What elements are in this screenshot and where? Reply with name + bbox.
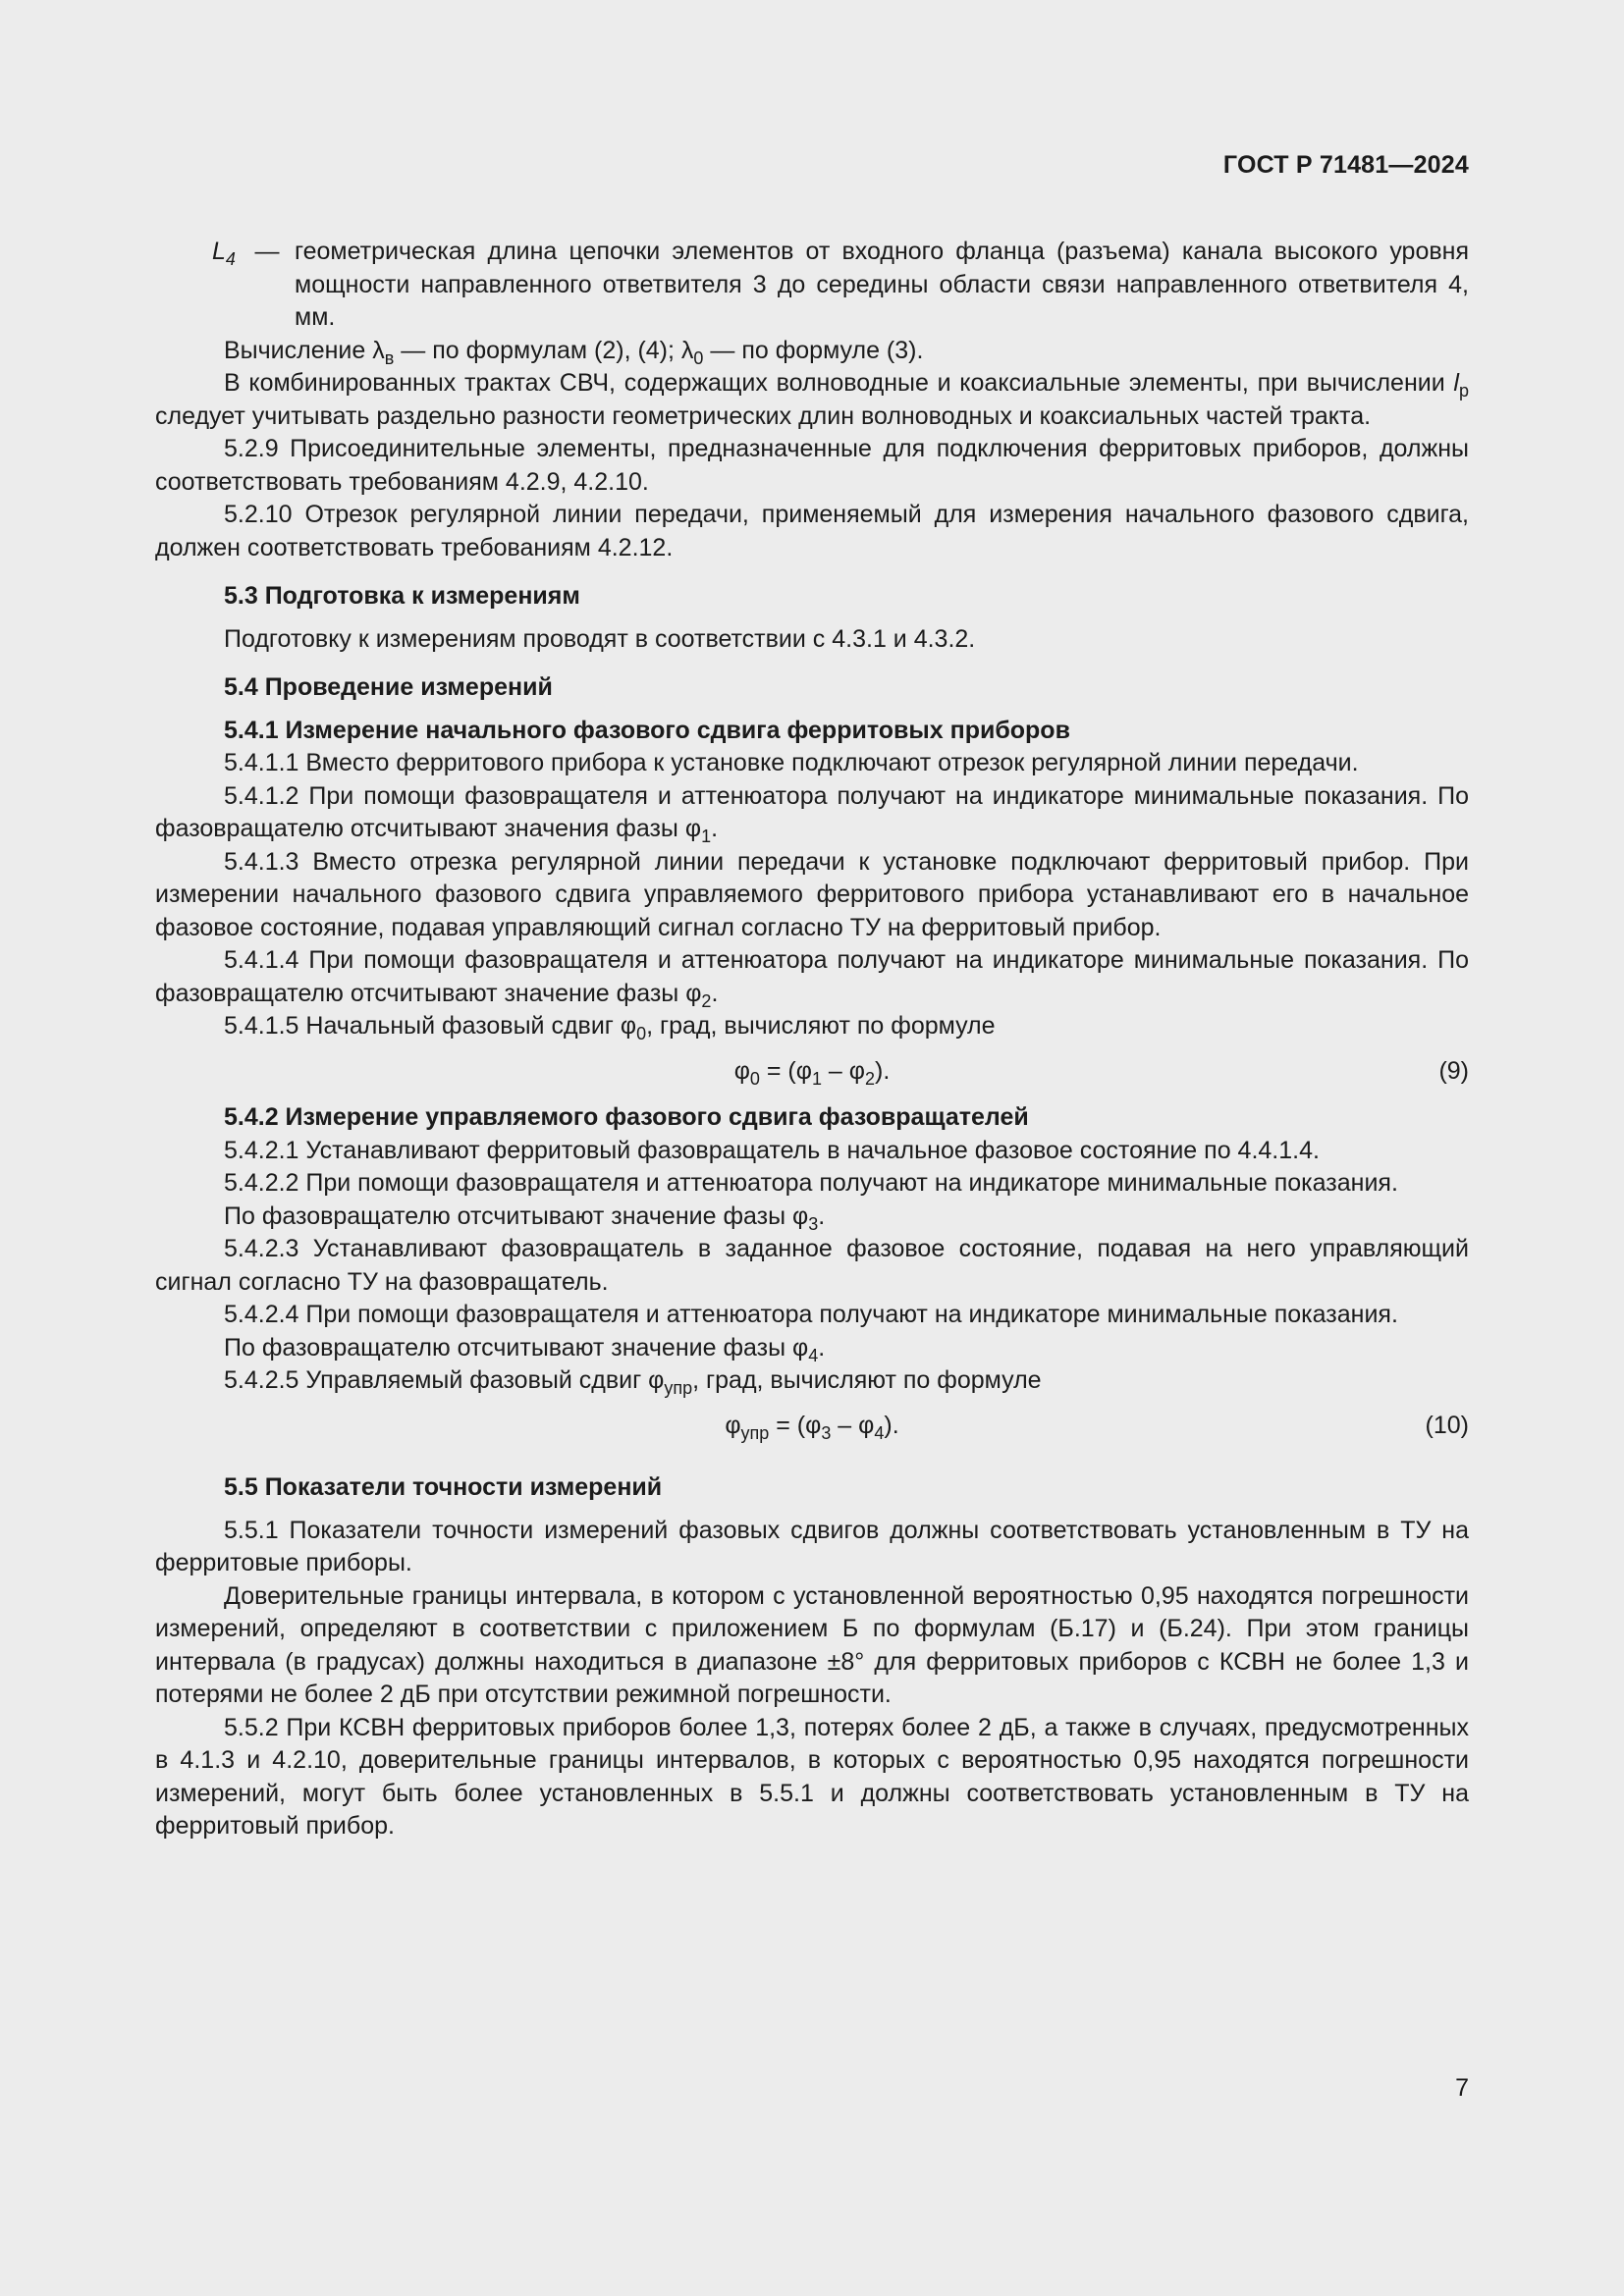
formula-10 xyxy=(155,1410,1469,1443)
clause-5-4-2-3: 5.4.2.3 Устанавливают фазовращатель в заданное фазовое состояние, подавая на него управляющий сигнал согласно ТУ на фазовращатель. xyxy=(155,1235,1469,1296)
document-standard-id: ГОСТ Р 71481—2024 xyxy=(1222,151,1469,179)
heading-5-5: 5.5 Показатели точности измерений xyxy=(224,1473,663,1501)
clause-5-4-2-4: 5.4.2.4 При помощи фазовращателя и аттенюатора получают на индикаторе минимальные показания. xyxy=(224,1301,1398,1328)
paragraph-confidence-bounds: Доверительные границы интервала, в котором с установленной вероятностью 0,95 находятся погрешности измерений, определяют в соответствии с приложением Б по формулам (Б.17) и (Б.24). При этом границы интервала (в градусах) должны находиться в диапазоне ±8° для ферритовых приборов с КСВН не более 1,3 и потерями не более 2 дБ при отсутствии режимной погрешности. xyxy=(155,1581,1469,1708)
heading-5-4: 5.4 Проведение измерений xyxy=(224,673,553,701)
page-number: 7 xyxy=(1455,2074,1469,2102)
clause-5-5-1: 5.5.1 Показатели точности измерений фазовых сдвигов должны соответствовать установленным в ТУ на ферритовые приборы. xyxy=(155,1516,1469,1576)
clause-5-5-2: 5.5.2 При КСВН ферритовых приборов более 1,3, потерях более 2 дБ, а также в случаях, предусмотренных в 4.1.3 и 4.2.10, доверительные границы интервалов, в которых с вероятностью 0,95 находятся погрешности измерений, могут быть более установленных в 5.5.1 и должны соответствовать установленным в ТУ на ферритовый прибор. xyxy=(155,1713,1469,1840)
paragraph-calc: Вычисление $\lambda_в$ — по формулам (2), (4); $\lambda_0$ — по формуле (3). xyxy=(224,336,924,368)
definition-symbol: $L_4$ xyxy=(212,238,236,269)
heading-5-4-2: 5.4.2 Измерение управляемого фазового сдвига фазовращателей xyxy=(224,1103,1029,1131)
clause-5-4-2-1: 5.4.2.1 Устанавливают ферритовый фазовращатель в начальное фазовое состояние по 4.4.1.4. xyxy=(224,1136,1320,1164)
formula-10-expression: $\varphi_{упр} = (\varphi_3 - \varphi_4)$. xyxy=(725,1411,899,1443)
symbol-definition xyxy=(212,236,1469,335)
clause-5-4-2-5: 5.4.2.5 Управляемый фазовый сдвиг $\varphi_{упр}$, град, вычисляют по формуле xyxy=(224,1366,1042,1398)
clause-5-2-10: 5.2.10 Отрезок регулярной линии передачи, применяемый для измерения начального фазового сдвига, должен соответствовать требованиям 4.2.12. xyxy=(155,501,1469,561)
definition-text: геометрическая длина цепочки элементов от входного фланца (разъема) канала высокого уровня мощности направленного ответвителя 3 до середины области связи направленного ответвителя 4, мм. xyxy=(295,238,1469,331)
clause-5-2-9: 5.2.9 Присоединительные элементы, предназначенные для подключения ферритовых приборов, должны соответствовать требованиям 4.2.9, 4.2.10. xyxy=(155,435,1469,496)
heading-5-4-1: 5.4.1 Измерение начального фазового сдвига ферритовых приборов xyxy=(224,716,1070,744)
clause-5-4-1-4: 5.4.1.4 При помощи фазовращателя и аттенюатора получают на индикаторе минимальные показания. По фазовращателю отсчитывают значение фазы $\varphi_2$. xyxy=(155,946,1469,1011)
clause-5-4-2-2: 5.4.2.2 При помощи фазовращателя и аттенюатора получают на индикаторе минимальные показания. xyxy=(224,1169,1398,1197)
paragraph-combined: В комбинированных трактах СВЧ, содержащих волноводные и коаксиальные элементы, при вычислении $l_р$ следует учитывать раздельно разности геометрических длин волноводных и коаксиальных частей тракта. xyxy=(155,369,1469,430)
page-body xyxy=(155,236,1469,1843)
formula-10-number: (10) xyxy=(1425,1411,1469,1439)
clause-5-4-2-4-reading: По фазовращателю отсчитывают значение фазы $\varphi_4$. xyxy=(224,1333,826,1365)
clause-5-4-1-5: 5.4.1.5 Начальный фазовый сдвиг $\varphi_0$, град, вычисляют по формуле xyxy=(224,1012,996,1043)
formula-9 xyxy=(155,1055,1469,1089)
clause-5-4-1-2: 5.4.1.2 При помощи фазовращателя и аттенюатора получают на индикаторе минимальные показания. По фазовращателю отсчитывают значения фазы $\varphi_1$. xyxy=(155,781,1469,846)
clause-5-4-2-2-reading: По фазовращателю отсчитывают значение фазы $\varphi_3$. xyxy=(224,1201,826,1234)
formula-9-expression: $\varphi_0 = (\varphi_1 - \varphi_2)$. xyxy=(733,1056,891,1089)
definition-dash: — xyxy=(254,238,280,265)
clause-5-4-1-3: 5.4.1.3 Вместо отрезка регулярной линии передачи к установке подключают ферритовый прибор. При измерении начального фазового сдвига управляемого ферритового прибора устанавливают его в начальное фазовое состояние, подавая управляющий сигнал согласно ТУ на ферритовый прибор. xyxy=(155,847,1469,941)
formula-9-number: (9) xyxy=(1438,1056,1469,1085)
clause-5-4-1-1: 5.4.1.1 Вместо ферритового прибора к установке подключают отрезок регулярной линии передачи. xyxy=(224,749,1359,776)
clause-5-3-text: Подготовку к измерениям проводят в соответствии с 4.3.1 и 4.3.2. xyxy=(224,624,976,653)
heading-5-3: 5.3 Подготовка к измерениям xyxy=(224,582,580,610)
